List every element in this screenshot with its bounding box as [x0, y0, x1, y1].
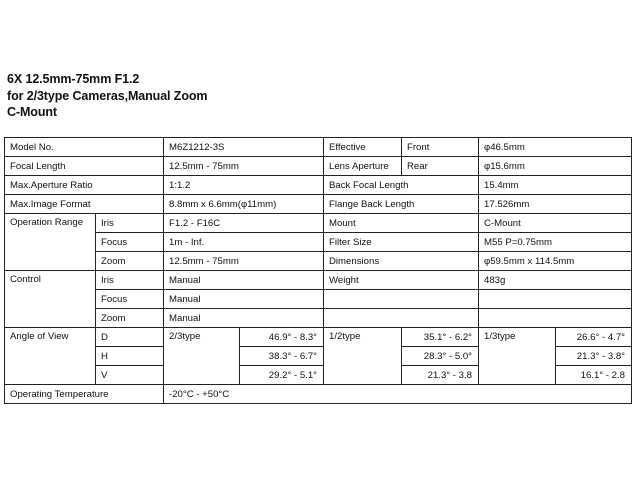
mount-value: C-Mount — [479, 214, 632, 233]
table-row — [5, 157, 632, 176]
type-1-2-label: 1/2type — [324, 328, 402, 385]
op-zoom-label: Zoom — [96, 252, 164, 271]
lens-aperture-label: Lens Aperture — [324, 157, 402, 176]
ctl-iris-value: Manual — [164, 271, 324, 290]
control-label: Control — [5, 271, 96, 328]
max-aperture-value: 1:1.2 — [164, 176, 324, 195]
max-aperture-label: Max.Aperture Ratio — [5, 176, 164, 195]
rear-value: φ15.6mm — [479, 157, 632, 176]
empty-cell — [324, 290, 479, 309]
aov-d-1-2-value: 35.1° - 6.2° — [402, 328, 479, 347]
table-row — [5, 233, 632, 252]
empty-cell — [324, 309, 479, 328]
model-value: M6Z1212-3S — [164, 138, 324, 157]
mount-label: Mount — [324, 214, 479, 233]
ctl-focus-value: Manual — [164, 290, 324, 309]
rear-label: Rear — [402, 157, 479, 176]
table-row — [5, 328, 632, 347]
dimensions-value: φ59.5mm x 114.5mm — [479, 252, 632, 271]
aov-h-1-2-value: 28.3° - 5.0° — [402, 347, 479, 366]
dimensions-label: Dimensions — [324, 252, 479, 271]
operating-temperature-label: Operating Temperature — [5, 385, 164, 404]
front-label: Front — [402, 138, 479, 157]
ctl-iris-label: Iris — [96, 271, 164, 290]
aov-v-2-3-value: 29.2° - 5.1° — [240, 366, 324, 385]
empty-cell — [479, 290, 632, 309]
empty-cell — [479, 309, 632, 328]
weight-label: Weight — [324, 271, 479, 290]
op-focus-label: Focus — [96, 233, 164, 252]
table-row — [5, 138, 632, 157]
angle-of-view-label: Angle of View — [5, 328, 96, 385]
aov-v-1-3-value: 16.1° - 2.8 — [556, 366, 632, 385]
op-zoom-value: 12.5mm - 75mm — [164, 252, 324, 271]
table-row — [5, 252, 632, 271]
aov-h-2-3-value: 38.3° - 6.7° — [240, 347, 324, 366]
aov-d-label: D — [96, 328, 164, 347]
back-focal-label: Back Focal Length — [324, 176, 479, 195]
op-iris-value: F1.2 - F16C — [164, 214, 324, 233]
model-label: Model No. — [5, 138, 164, 157]
aov-d-1-3-value: 26.6° - 4.7° — [556, 328, 632, 347]
type-1-3-label: 1/3type — [479, 328, 556, 385]
type-2-3-label: 2/3type — [164, 328, 240, 385]
table-row — [5, 176, 632, 195]
focal-length-value: 12.5mm - 75mm — [164, 157, 324, 176]
op-iris-label: Iris — [96, 214, 164, 233]
filter-size-label: Filter Size — [324, 233, 479, 252]
aov-h-label: H — [96, 347, 164, 366]
back-focal-value: 15.4mm — [479, 176, 632, 195]
table-row — [5, 195, 632, 214]
spec-table — [4, 137, 632, 404]
table-row — [5, 271, 632, 290]
aov-v-label: V — [96, 366, 164, 385]
max-image-value: 8.8mm x 6.6mm(φ11mm) — [164, 195, 324, 214]
aov-d-2-3-value: 46.9° - 8.3° — [240, 328, 324, 347]
title-line-1: 6X 12.5mm-75mm F1.2 — [7, 72, 140, 86]
table-row — [5, 309, 632, 328]
title-line-2: for 2/3type Cameras,Manual Zoom — [7, 88, 208, 103]
title-line-3: C-Mount — [7, 105, 57, 119]
table-row — [5, 290, 632, 309]
flange-back-label: Flange Back Length — [324, 195, 479, 214]
document-title — [7, 71, 207, 121]
weight-value: 483g — [479, 271, 632, 290]
effective-label: Effective — [324, 138, 402, 157]
operation-range-label: Operation Range — [5, 214, 96, 271]
op-focus-value: 1m - Inf. — [164, 233, 324, 252]
table-row — [5, 214, 632, 233]
max-image-label: Max.Image Format — [5, 195, 164, 214]
aov-v-1-2-value: 21.3° - 3.8 — [402, 366, 479, 385]
front-value: φ46.5mm — [479, 138, 632, 157]
filter-size-value: M55 P=0.75mm — [479, 233, 632, 252]
focal-length-label: Focal Length — [5, 157, 164, 176]
aov-h-1-3-value: 21.3° - 3.8° — [556, 347, 632, 366]
operating-temperature-value: -20°C - +50°C — [164, 385, 632, 404]
ctl-zoom-label: Zoom — [96, 309, 164, 328]
ctl-zoom-value: Manual — [164, 309, 324, 328]
ctl-focus-label: Focus — [96, 290, 164, 309]
table-row — [5, 385, 632, 404]
flange-back-value: 17.526mm — [479, 195, 632, 214]
